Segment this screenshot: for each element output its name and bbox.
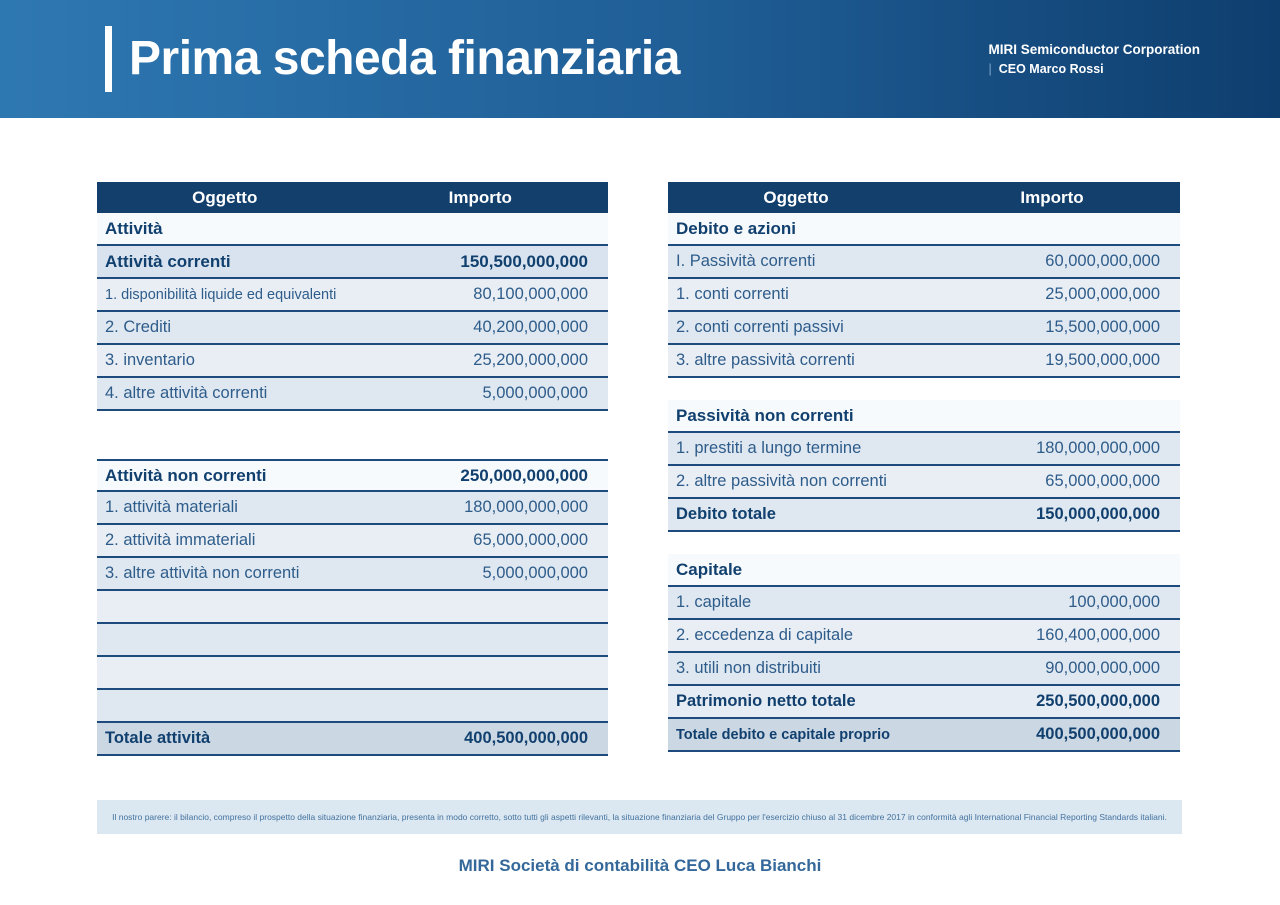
table-row [668,213,1180,246]
company-name: MIRI Semiconductor Corporation [988,42,1200,57]
row-label: I. Passività correnti [676,252,816,270]
table-group [668,400,1180,532]
row-label: Totale debito e capitale proprio [676,726,891,743]
column-header-importo: Importo [1020,187,1084,207]
row-value: 160,400,000,000 [1036,626,1160,644]
disclaimer-strip [97,800,1182,834]
table-header [668,182,1180,213]
table-row [97,246,608,279]
row-value: 80,100,000,000 [473,285,588,303]
table-row [97,459,608,492]
row-value: 400,500,000,000 [464,729,588,747]
ceo-name: CEO Marco Rossi [998,62,1104,76]
row-value: 5,000,000,000 [482,564,588,582]
corporation-block [988,42,1200,76]
row-value: 19,500,000,000 [1045,351,1160,369]
row-value: 5,000,000,000 [482,384,588,402]
row-label: 2. attività immateriali [105,531,256,549]
row-label: 1. prestiti a lungo termine [676,439,862,457]
content [97,182,1280,756]
table-row [97,624,608,657]
table-row [668,620,1180,653]
table-group [668,213,1180,378]
table-row [668,466,1180,499]
row-label: 3. inventario [105,351,195,369]
table-row [668,246,1180,279]
row-value: 400,500,000,000 [1036,725,1160,743]
table-group [97,213,608,411]
table-row [668,499,1180,532]
disclaimer-text: Il nostro parere: il bilancio, compreso il prospetto della situazione finanziaria, presenta in modo corretto, sotto tutti gli aspetti rilevanti, la situazione finanziaria del Gruppo per l'esercizio chiuso al 31 dicembre 2017 in conformità agli International Financial Reporting Standards italiani. [112,812,1167,822]
row-label: Debito e azioni [676,218,796,238]
row-label: Attività non correnti [105,465,267,485]
row-label: 1. disponibilità liquide ed equivalenti [105,286,337,303]
row-value: 40,200,000,000 [473,318,588,336]
table-row [668,686,1180,719]
row-value: 180,000,000,000 [464,498,588,516]
table-row [668,400,1180,433]
liabilities-equity-table [668,182,1180,756]
row-label: 1. conti correnti [676,285,789,303]
table-row [668,279,1180,312]
column-header-importo: Importo [448,187,512,207]
table-row [97,279,608,312]
table-row [97,558,608,591]
table-row [97,657,608,690]
row-value: 180,000,000,000 [1036,439,1160,457]
row-label: 2. eccedenza di capitale [676,626,854,644]
table-row [97,591,608,624]
row-value: 25,000,000,000 [1045,285,1160,303]
row-label: Capitale [676,559,743,579]
table-row [668,554,1180,587]
ceo-accent-bar: | [988,62,992,76]
row-label: 2. altre passività non correnti [676,472,887,490]
table-row [668,653,1180,686]
table-row [668,312,1180,345]
signature: MIRI Società di contabilità CEO Luca Bianchi [458,856,822,875]
row-value: 100,000,000 [1068,593,1160,611]
row-value: 25,200,000,000 [473,351,588,369]
title-accent-bar [105,26,112,92]
table-row [97,345,608,378]
column-header-oggetto: Oggetto [763,187,829,207]
row-label: 1. capitale [676,593,752,611]
row-value: 65,000,000,000 [473,531,588,549]
row-label: 2. Crediti [105,318,172,336]
row-value: 250,000,000,000 [460,465,588,485]
row-label: 3. utili non distribuiti [676,659,821,677]
row-label: 4. altre attività correnti [105,384,268,402]
table-row [668,587,1180,620]
row-label: Attività correnti [105,251,231,271]
header-banner [0,0,1280,118]
row-label: 1. attività materiali [105,498,238,516]
ceo-line [988,62,1200,76]
row-value: 250,500,000,000 [1036,692,1160,710]
title-wrap [105,26,680,92]
row-label: 2. conti correnti passivi [676,318,844,336]
table-group [97,459,608,756]
row-value: 65,000,000,000 [1045,472,1160,490]
assets-table [97,182,608,756]
table-row [97,312,608,345]
row-label: Attività [105,218,163,238]
table-row [97,213,608,246]
table-row [97,525,608,558]
row-label: Debito totale [676,505,776,523]
row-value: 60,000,000,000 [1045,252,1160,270]
row-label: 3. altre passività correnti [676,351,855,369]
table-row [97,492,608,525]
table-group [668,554,1180,752]
table-row [97,723,608,756]
column-header-oggetto: Oggetto [192,187,258,207]
table-row [668,433,1180,466]
table-header [97,182,608,213]
table-row [97,378,608,411]
row-value: 150,000,000,000 [1036,505,1160,523]
row-label: Totale attività [105,729,211,747]
row-label: Passività non correnti [676,405,854,425]
row-label: 3. altre attività non correnti [105,564,300,582]
row-label: Patrimonio netto totale [676,692,856,710]
table-row [668,345,1180,378]
row-value: 15,500,000,000 [1045,318,1160,336]
page-title: Prima scheda finanziaria [129,32,680,85]
row-value: 150,500,000,000 [460,251,588,271]
table-row [668,719,1180,752]
row-value: 90,000,000,000 [1045,659,1160,677]
table-row [97,690,608,723]
